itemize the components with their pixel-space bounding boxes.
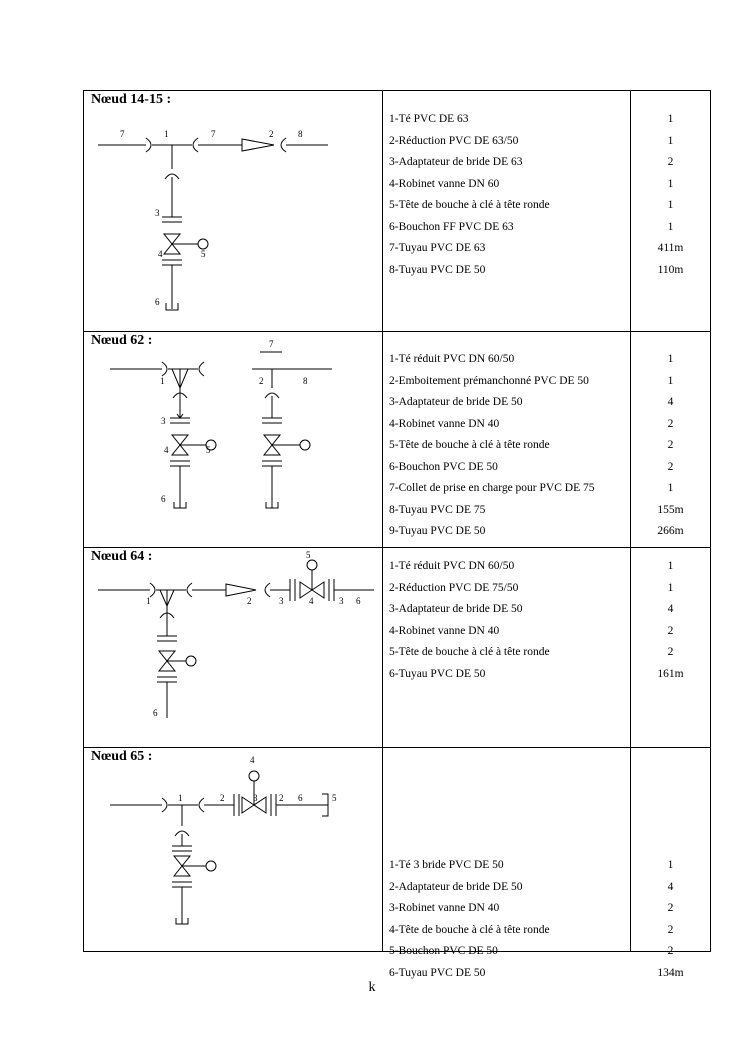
item-line: 6-Tuyau PVC DE 50 — [389, 966, 486, 979]
diagram-label: 3 — [155, 208, 160, 218]
diagram-label: 2 — [220, 793, 225, 803]
item-line: 2-Réduction PVC DE 75/50 — [389, 581, 519, 594]
item-line: 8-Tuyau PVC DE 50 — [389, 263, 486, 276]
diagram-label: 6 — [298, 793, 303, 803]
diagram-label: 1 — [164, 129, 169, 139]
item-line: 6-Bouchon PVC DE 50 — [389, 460, 498, 473]
diagram-label: 5 — [201, 249, 206, 259]
quantity-cell: 2 — [667, 902, 674, 914]
item-list — [389, 349, 594, 543]
quantity-cell: 1 — [667, 199, 674, 211]
section-row — [84, 91, 710, 331]
diagram-svg — [84, 748, 382, 952]
item-line: 2-Emboitement prémanchonné PVC DE 50 — [389, 374, 589, 387]
item-line: 4-Tête de bouche à clé à tête ronde — [389, 923, 550, 936]
quantity-list — [631, 556, 710, 685]
diagram-label: 4 — [158, 249, 163, 259]
diagram-label: 4 — [309, 596, 314, 606]
quantity-cell: 161m — [657, 667, 684, 680]
diagram-label: 7 — [269, 339, 274, 349]
diagram-svg — [84, 332, 382, 548]
item-list — [389, 109, 550, 281]
quantity-cell: 2 — [667, 624, 674, 637]
item-list — [389, 855, 550, 984]
quantity-list — [631, 349, 710, 543]
quantity-cell: 2 — [667, 646, 674, 658]
quantity-list — [631, 855, 710, 984]
item-line: 2-Adaptateur de bride DE 50 — [389, 880, 523, 893]
section-row — [84, 547, 710, 747]
item-line: 3-Adaptateur de bride DE 63 — [389, 156, 523, 168]
diagram-label: 3 — [339, 596, 344, 606]
item-line: 3-Adaptateur de bride DE 50 — [389, 396, 523, 408]
page-footer: k — [368, 980, 376, 995]
diagram-label: 1 — [178, 793, 183, 803]
column-divider — [382, 91, 383, 951]
pipe-diagram — [84, 748, 382, 951]
diagram-label: 3 — [279, 596, 284, 606]
diagram-label: 5 — [306, 550, 311, 560]
quantity-cell: 4 — [667, 396, 674, 408]
quantity-cell: 1 — [667, 482, 674, 494]
quantity-cell: 1 — [667, 560, 674, 572]
quantity-cell: 2 — [667, 923, 674, 936]
item-line: 4-Robinet vanne DN 40 — [389, 417, 500, 430]
item-line: 1-Té PVC DE 63 — [389, 113, 469, 125]
pipe-diagram — [84, 332, 382, 547]
diagram-label: 1 — [160, 376, 165, 386]
node-title: Nœud 14-15 : — [91, 92, 172, 107]
diagram-label: 6 — [356, 596, 361, 606]
quantity-cell: 1 — [667, 220, 674, 233]
section-row — [84, 747, 710, 979]
node-title: Nœud 65 : — [91, 749, 153, 764]
quantity-cell: 1 — [667, 134, 674, 147]
diagram-label: 4 — [164, 445, 169, 455]
quantity-cell: 2 — [667, 156, 674, 168]
quantity-cell: 411m — [657, 242, 684, 254]
item-line: 5-Tête de bouche à clé à tête ronde — [389, 199, 550, 211]
item-line: 3-Robinet vanne DN 40 — [389, 902, 500, 914]
fittings-table — [83, 90, 711, 979]
item-line: 4-Robinet vanne DN 60 — [389, 177, 500, 190]
item-line: 1-Té réduit PVC DN 60/50 — [389, 353, 515, 365]
column-divider — [630, 91, 631, 951]
quantity-cell: 2 — [667, 417, 674, 430]
diagram-label: 3 — [253, 793, 258, 803]
diagram-label: 2 — [247, 596, 252, 606]
pipe-diagram — [84, 548, 382, 747]
item-list — [389, 556, 550, 685]
quantity-cell: 155m — [657, 503, 684, 516]
item-line: 6-Tuyau PVC DE 50 — [389, 667, 486, 680]
quantity-cell: 134m — [657, 966, 684, 979]
item-line: 4-Robinet vanne DN 40 — [389, 624, 500, 637]
quantity-cell: 1 — [667, 113, 674, 125]
diagram-label: 2 — [269, 129, 274, 139]
quantity-cell: 2 — [667, 945, 674, 957]
item-line: 7-Collet de prise en charge pour PVC DE 75 — [389, 482, 595, 494]
section-row — [84, 331, 710, 547]
diagram-label: 7 — [120, 129, 125, 139]
diagram-label: 5 — [206, 445, 211, 455]
quantity-cell: 1 — [667, 353, 674, 365]
quantity-cell: 1 — [667, 859, 674, 871]
item-line: 5-Tête de bouche à clé à tête ronde — [389, 646, 550, 658]
quantity-cell: 266m — [657, 525, 684, 537]
quantity-cell: 1 — [667, 374, 674, 387]
diagram-label: 6 — [153, 708, 158, 718]
item-line: 1-Té réduit PVC DN 60/50 — [389, 560, 515, 572]
item-line: 6-Bouchon FF PVC DE 63 — [389, 220, 514, 233]
item-line: 1-Té 3 bride PVC DE 50 — [389, 859, 504, 871]
item-line: 9-Tuyau PVC DE 50 — [389, 525, 486, 537]
diagram-label: 5 — [332, 793, 337, 803]
pipe-diagram — [84, 91, 382, 331]
node-title: Nœud 64 : — [91, 549, 153, 564]
quantity-cell: 4 — [667, 603, 674, 615]
quantity-list — [631, 109, 710, 281]
item-line: 3-Adaptateur de bride DE 50 — [389, 603, 523, 615]
node-title: Nœud 62 : — [91, 333, 153, 348]
diagram-label: 8 — [298, 129, 303, 139]
diagram-svg — [84, 91, 382, 331]
item-line: 2-Réduction PVC DE 63/50 — [389, 134, 519, 147]
item-line: 7-Tuyau PVC DE 63 — [389, 242, 486, 254]
diagram-label: 8 — [303, 376, 308, 386]
quantity-cell: 110m — [657, 263, 684, 276]
quantity-cell: 2 — [667, 460, 674, 473]
quantity-cell: 4 — [667, 880, 674, 893]
diagram-label: 2 — [279, 793, 284, 803]
item-line: 8-Tuyau PVC DE 75 — [389, 503, 486, 516]
quantity-cell: 2 — [667, 439, 674, 451]
diagram-label: 3 — [161, 416, 166, 426]
diagram-label: 7 — [211, 129, 216, 139]
quantity-cell: 1 — [667, 581, 674, 594]
diagram-svg — [84, 548, 382, 748]
diagram-label: 1 — [146, 596, 151, 606]
diagram-label: 4 — [250, 755, 255, 765]
diagram-label: 6 — [161, 494, 166, 504]
item-line: 5-Tête de bouche à clé à tête ronde — [389, 439, 550, 451]
quantity-cell: 1 — [667, 177, 674, 190]
diagram-label: 2 — [259, 376, 264, 386]
item-line: 5-Bouchon PVC DE 50 — [389, 945, 498, 957]
diagram-label: 6 — [155, 297, 160, 307]
